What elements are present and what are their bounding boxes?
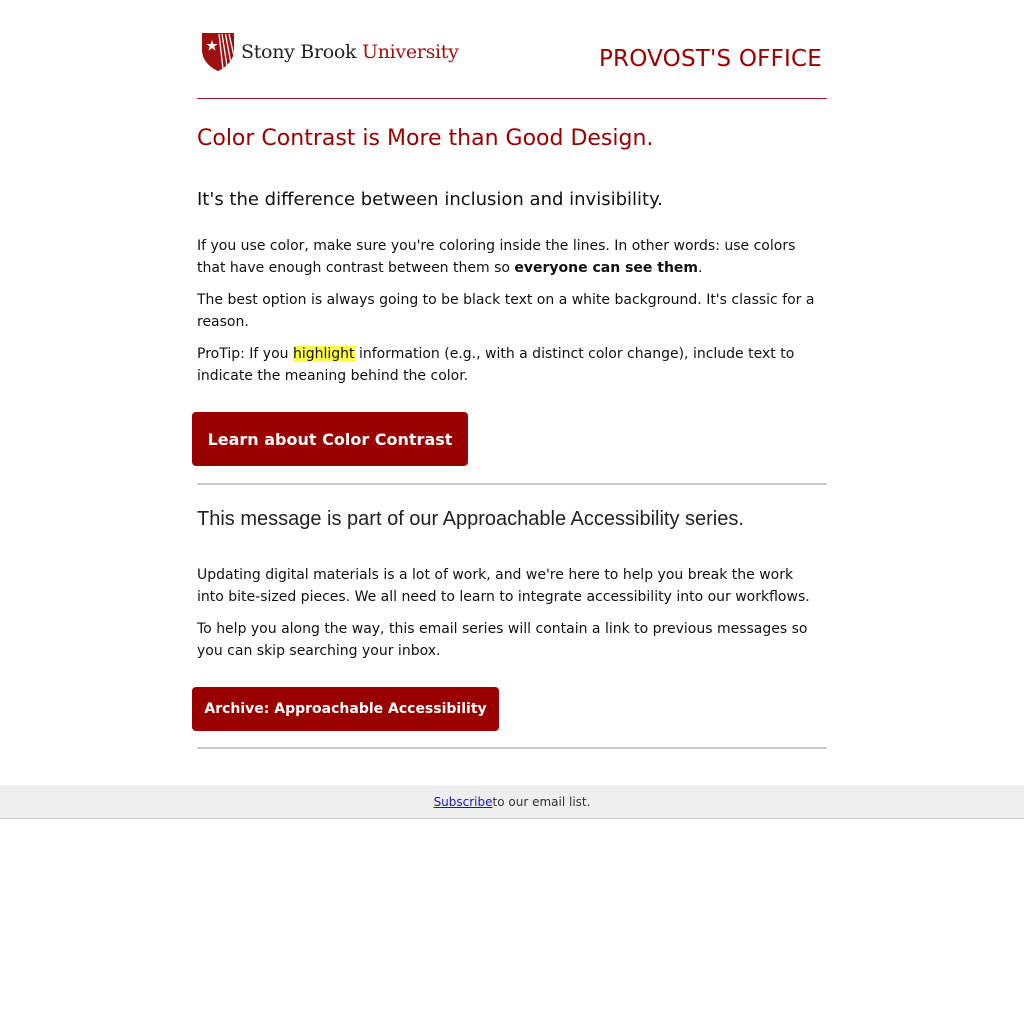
article-subhead: It's the difference between inclusion and invisibility.: [197, 189, 663, 210]
paragraph-coloring-bold: everyone can see them: [514, 260, 699, 276]
email-header: [197, 0, 827, 99]
university-name-part1: Stony Brook: [241, 41, 362, 63]
paragraph-help-along: To help you along the way, this email series will contain a link to previous messages so you can skip searching your inbox.: [197, 621, 808, 659]
paragraph-protip: [197, 343, 822, 387]
paragraph-coloring: [197, 235, 822, 279]
divider: [197, 747, 827, 749]
protip-after: information (e.g., with a distinct color change), include text to indicate the meaning behind the color.: [197, 346, 795, 384]
university-logo: [201, 32, 459, 72]
protip-before: ProTip: If you: [197, 346, 293, 362]
footer-text: to our email list.: [492, 794, 591, 809]
highlighted-word: highlight: [292, 346, 355, 362]
subscribe-link[interactable]: Subscribe: [433, 794, 493, 809]
series-title: This message is part of our Approachable Accessibility series.: [197, 508, 744, 530]
paragraph-coloring-text: If you use color, make sure you're coloring inside the lines. In other words: use colors that have enough contrast between them so: [197, 238, 796, 276]
divider: [197, 483, 827, 485]
paragraph-coloring-end: .: [698, 260, 703, 276]
sbu-shield-icon: [201, 32, 235, 72]
office-title: PROVOST'S OFFICE: [598, 46, 822, 72]
email-body: [197, 0, 827, 717]
article-headline: Color Contrast is More than Good Design.: [197, 126, 654, 151]
learn-color-contrast-button[interactable]: Learn about Color Contrast: [192, 412, 468, 466]
university-name: [241, 41, 459, 63]
paragraph-updating: Updating digital materials is a lot of work, and we're here to help you break the work into bite-sized pieces. We all need to learn to integrate accessibility into our workflows.: [197, 567, 810, 605]
paragraph-black-on-white: The best option is always going to be black text on a white background. It's classic for a reason.: [197, 292, 815, 330]
email-footer: [0, 785, 1024, 819]
archive-button[interactable]: Archive: Approachable Accessibility: [192, 687, 499, 731]
university-name-part2: University: [361, 41, 459, 63]
